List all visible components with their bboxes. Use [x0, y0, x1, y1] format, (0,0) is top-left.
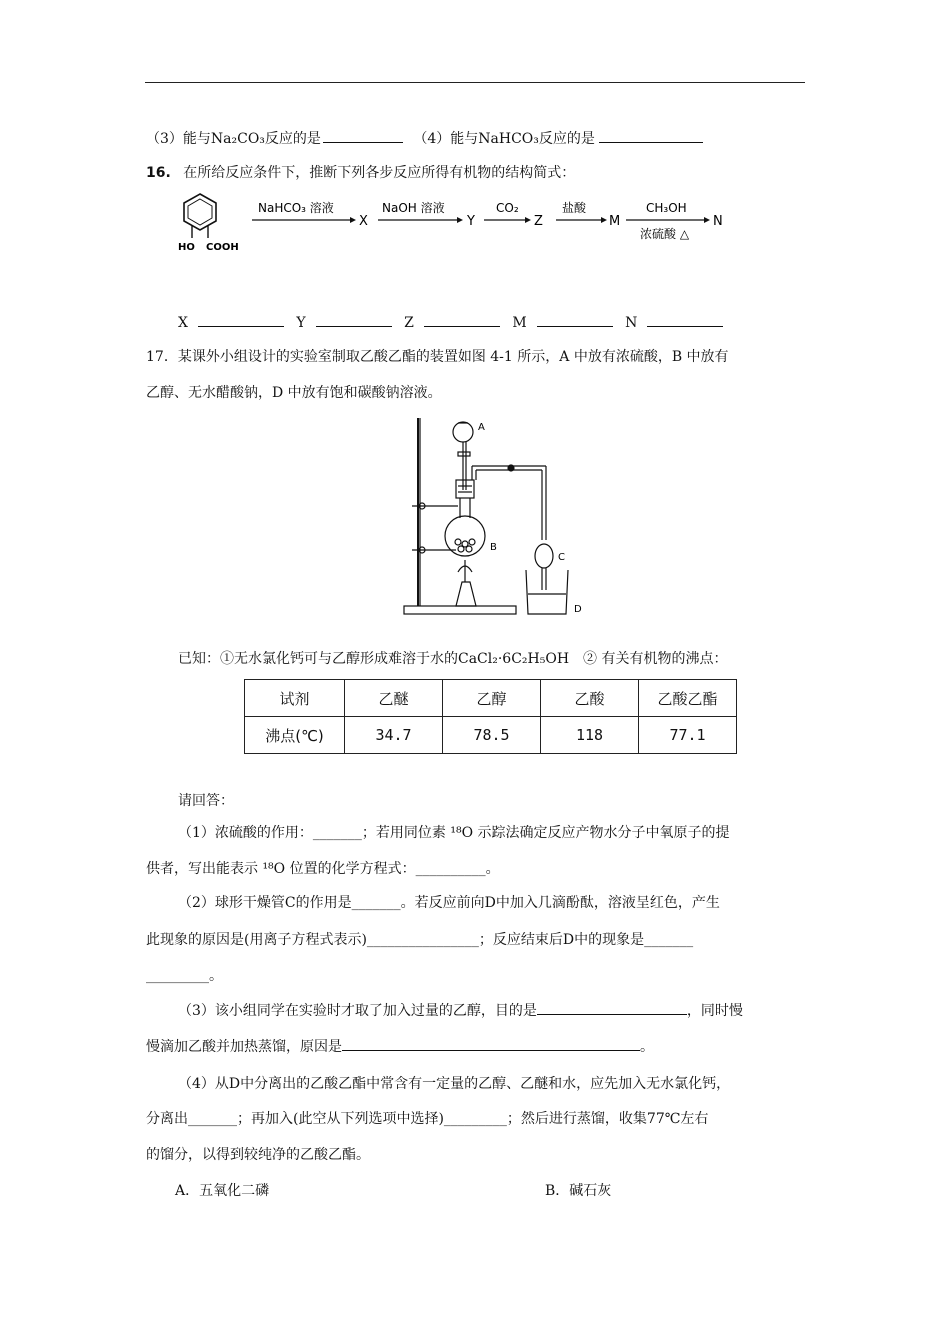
q17-known: 已知：①无水氯化钙可与乙醇形成难溶于水的CaCl₂·6C₂H₅OH ② 有关有机物的沸点：	[178, 651, 728, 667]
q16-text: 在所给反应条件下，推断下列各步反应所得有机物的结构简式：	[183, 165, 576, 181]
sub3-line2	[146, 1036, 654, 1056]
product-n: N	[713, 214, 723, 229]
q15-part3: （3）能与Na₂CO₃反应的是	[146, 131, 321, 147]
product-z: Z	[534, 214, 543, 229]
answer-x-blank[interactable]	[198, 312, 284, 327]
q17-prompt: 请回答：	[178, 793, 234, 809]
q16-stem	[146, 162, 575, 182]
table-header-cell: 乙酸乙酯	[639, 680, 737, 717]
table-cell: 沸点(℃)	[245, 717, 345, 754]
sub4-line2: 分离出_______；再加入(此空从下列选项中选择)_________；然后进行蒸馏，收集77℃左右	[146, 1111, 709, 1127]
table-row	[245, 680, 737, 717]
table-row	[245, 717, 737, 754]
table-cell: 34.7	[345, 717, 443, 754]
answer-n-label: N	[625, 315, 638, 331]
label-d: D	[574, 604, 582, 615]
sub2-line3: _________。	[146, 968, 223, 984]
sub1-line1: （1）浓硫酸的作用：_______；若用同位素 ¹⁸O 示踪法确定反应产物水分子中氧原子的提	[178, 825, 730, 841]
answer-y-label: Y	[296, 315, 306, 331]
option-b[interactable]: B．碱石灰	[545, 1183, 612, 1199]
table-cell: 78.5	[443, 717, 541, 754]
table-cell: 118	[541, 717, 639, 754]
answer-n-blank[interactable]	[647, 312, 723, 327]
sub2-line1: （2）球形干燥管C的作用是_______。若反应前向D中加入几滴酚酞，溶液呈红色，产生	[178, 895, 720, 911]
table-cell: 77.1	[639, 717, 737, 754]
sub4-line1: （4）从D中分离出的乙酸乙酯中常含有一定量的乙醇、乙醚和水，应先加入无水氯化钙，	[178, 1076, 731, 1092]
q16-reaction-scheme	[170, 190, 740, 260]
step3-reagent: CO₂	[496, 201, 519, 215]
step5-reagent-bottom: 浓硫酸 △	[640, 227, 690, 241]
option-a[interactable]: A．五氧化二磷	[175, 1183, 270, 1199]
label-a: A	[478, 422, 485, 433]
step2-reagent: NaOH 溶液	[382, 201, 445, 215]
start-ho-label: HO	[178, 242, 195, 253]
label-b: B	[490, 542, 497, 553]
q15-part4: （4）能与NaHCO₃反应的是	[413, 131, 595, 147]
answer-z-label: Z	[404, 315, 414, 331]
q15-part3-blank[interactable]	[323, 128, 403, 143]
product-y: Y	[467, 214, 475, 229]
sub3-blank-1[interactable]	[537, 1000, 687, 1015]
header-rule	[145, 82, 805, 83]
q17-line2: 乙醇、无水醋酸钠，D 中放有饱和碳酸钠溶液。	[146, 385, 442, 401]
step5-reagent-top: CH₃OH	[646, 201, 687, 215]
sub3-line2-text: 慢滴加乙酸并加热蒸馏，原因是	[146, 1039, 342, 1055]
answer-m-blank[interactable]	[537, 312, 613, 327]
answer-z-blank[interactable]	[424, 312, 500, 327]
sub4-line3: 的馏分，以得到较纯净的乙酸乙酯。	[146, 1147, 370, 1163]
start-cooh-label: COOH	[206, 242, 239, 253]
q16-answers	[178, 312, 723, 331]
boiling-point-table	[244, 679, 737, 754]
apparatus-figure	[398, 410, 588, 622]
q15-part4-blank[interactable]	[599, 128, 703, 143]
sub3-blank-2[interactable]	[342, 1036, 640, 1051]
answer-x-label: X	[178, 315, 188, 331]
q15-line	[146, 128, 703, 148]
q16-number: 16.	[146, 165, 171, 181]
sub3-line1-end: ，同时慢	[686, 1003, 743, 1019]
q17-line1: 17．某课外小组设计的实验室制取乙酸乙酯的装置如图 4-1 所示，A 中放有浓硫酸，B 中放有	[146, 349, 729, 365]
sub2-line2: 此现象的原因是(用离子方程式表示)________________；反应结束后D中的现象是_______	[146, 932, 694, 948]
table-header-cell: 乙醚	[345, 680, 443, 717]
table-header-cell: 乙酸	[541, 680, 639, 717]
sub3-line1-text: （3）该小组同学在实验时才取了加入过量的乙醇，目的是	[178, 1003, 537, 1019]
table-header-cell: 试剂	[245, 680, 345, 717]
benzene-ring-icon	[184, 194, 216, 238]
product-x: X	[359, 214, 368, 229]
sub3-line2-end: 。	[640, 1039, 654, 1055]
product-m: M	[609, 214, 621, 229]
label-c: C	[558, 552, 565, 563]
sub3-line1	[178, 1000, 743, 1020]
sub1-line2: 供者，写出能表示 ¹⁸O 位置的化学方程式：__________。	[146, 861, 500, 877]
answer-y-blank[interactable]	[316, 312, 392, 327]
table-header-cell: 乙醇	[443, 680, 541, 717]
step4-reagent: 盐酸	[562, 201, 587, 215]
step1-reagent: NaHCO₃ 溶液	[258, 201, 334, 215]
answer-m-label: M	[512, 315, 527, 331]
